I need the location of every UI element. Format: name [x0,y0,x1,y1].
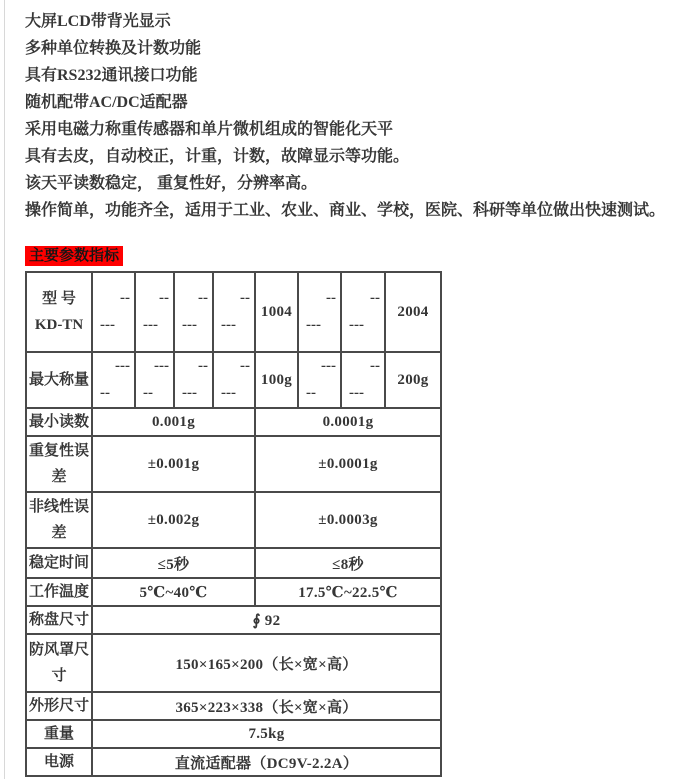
redacted-cell: -- --- [213,272,255,352]
feature-line: 采用电磁力称重传感器和单片微机组成的智能化天平 [25,121,394,138]
redacted-cell: --- -- [298,352,341,408]
spec-value-cell: ≤8秒 [255,548,441,578]
spec-row-label: 外形尺寸 [26,692,92,720]
table-row-model [26,272,441,352]
table-row-capacity [26,352,441,408]
redacted-cell: -- --- [213,352,255,408]
spec-row-label: 非线性误差 [26,492,92,548]
feature-line: 操作简单，功能齐全，适用于工业、农业、商业、学校，医院、科研等单位做出快速测试。 [25,202,666,219]
table-row-operating-temperature [26,578,441,606]
spec-row-label: 稳定时间 [26,548,92,578]
spec-value-cell: ∮ 92 [92,606,441,634]
spec-row-label: 工作温度 [26,578,92,606]
redacted-cell: -- --- [174,272,213,352]
table-row-linearity [26,492,441,548]
spec-row-label: 最小读数 [26,408,92,436]
spec-row-label: 最大称量 [26,352,92,408]
feature-line: 具有去皮，自动校正，计重，计数，故障显示等功能。 [25,148,410,165]
spec-row-label [26,272,92,352]
section-title-highlight: 主要参数指标 [25,246,123,266]
spec-row-label: 称盘尺寸 [26,606,92,634]
spec-value-cell: ±0.0003g [255,492,441,548]
table-row-pan-size [26,606,441,634]
table-row-draft-shield-size [26,634,441,692]
spec-row-label: 防风罩尺寸 [26,634,92,692]
feature-line: 该天平读数稳定， 重复性好，分辨率高。 [25,175,318,192]
table-row-weight [26,720,441,748]
feature-line: 大屏LCD带背光显示 [25,13,171,30]
table-row-repeatability [26,436,441,492]
redacted-cell: -- --- [174,352,213,408]
spec-value-cell: 200g [385,352,441,408]
redacted-cell: -- --- [341,272,385,352]
redacted-cell: -- --- [298,272,341,352]
spec-value-cell: 1004 [255,272,298,352]
redacted-cell: -- --- [92,272,135,352]
feature-line: 随机配带AC/DC适配器 [25,94,188,111]
spec-row-label: 重量 [26,720,92,748]
spec-value-cell: 5℃~40℃ [92,578,255,606]
spec-value-cell: ±0.002g [92,492,255,548]
spec-value-cell: 150×165×200（长×宽×高） [92,634,441,692]
spec-value-cell: 0.001g [92,408,255,436]
spec-value-cell: 2004 [385,272,441,352]
feature-list [25,8,700,224]
spec-table [25,271,442,777]
spec-value-cell: ≤5秒 [92,548,255,578]
table-row-readability [26,408,441,436]
page-left-edge-line [4,0,5,779]
table-row-power-supply [26,748,441,776]
table-row-stabilization-time [26,548,441,578]
redacted-cell: -- --- [135,272,174,352]
spec-value-cell: 365×223×338（长×宽×高） [92,692,441,720]
redacted-cell: --- -- [135,352,174,408]
feature-line: 多种单位转换及计数功能 [25,40,202,57]
redacted-cell: --- -- [92,352,135,408]
spec-value-cell: ±0.001g [92,436,255,492]
spec-value-cell: 17.5℃~22.5℃ [255,578,441,606]
spec-value-cell: 0.0001g [255,408,441,436]
redacted-cell: -- --- [341,352,385,408]
spec-value-cell: 直流适配器（DC9V-2.2A） [92,748,441,776]
spec-row-label: 电源 [26,748,92,776]
spec-value-cell: ±0.0001g [255,436,441,492]
feature-line: 具有RS232通讯接口功能 [25,67,198,84]
model-prefix: KD-TN [34,317,84,333]
spec-value-cell: 7.5kg [92,720,441,748]
model-label: 型 号 [42,291,76,307]
spec-row-label: 重复性误差 [26,436,92,492]
spec-value-cell: 100g [255,352,298,408]
table-row-overall-dimensions [26,692,441,720]
